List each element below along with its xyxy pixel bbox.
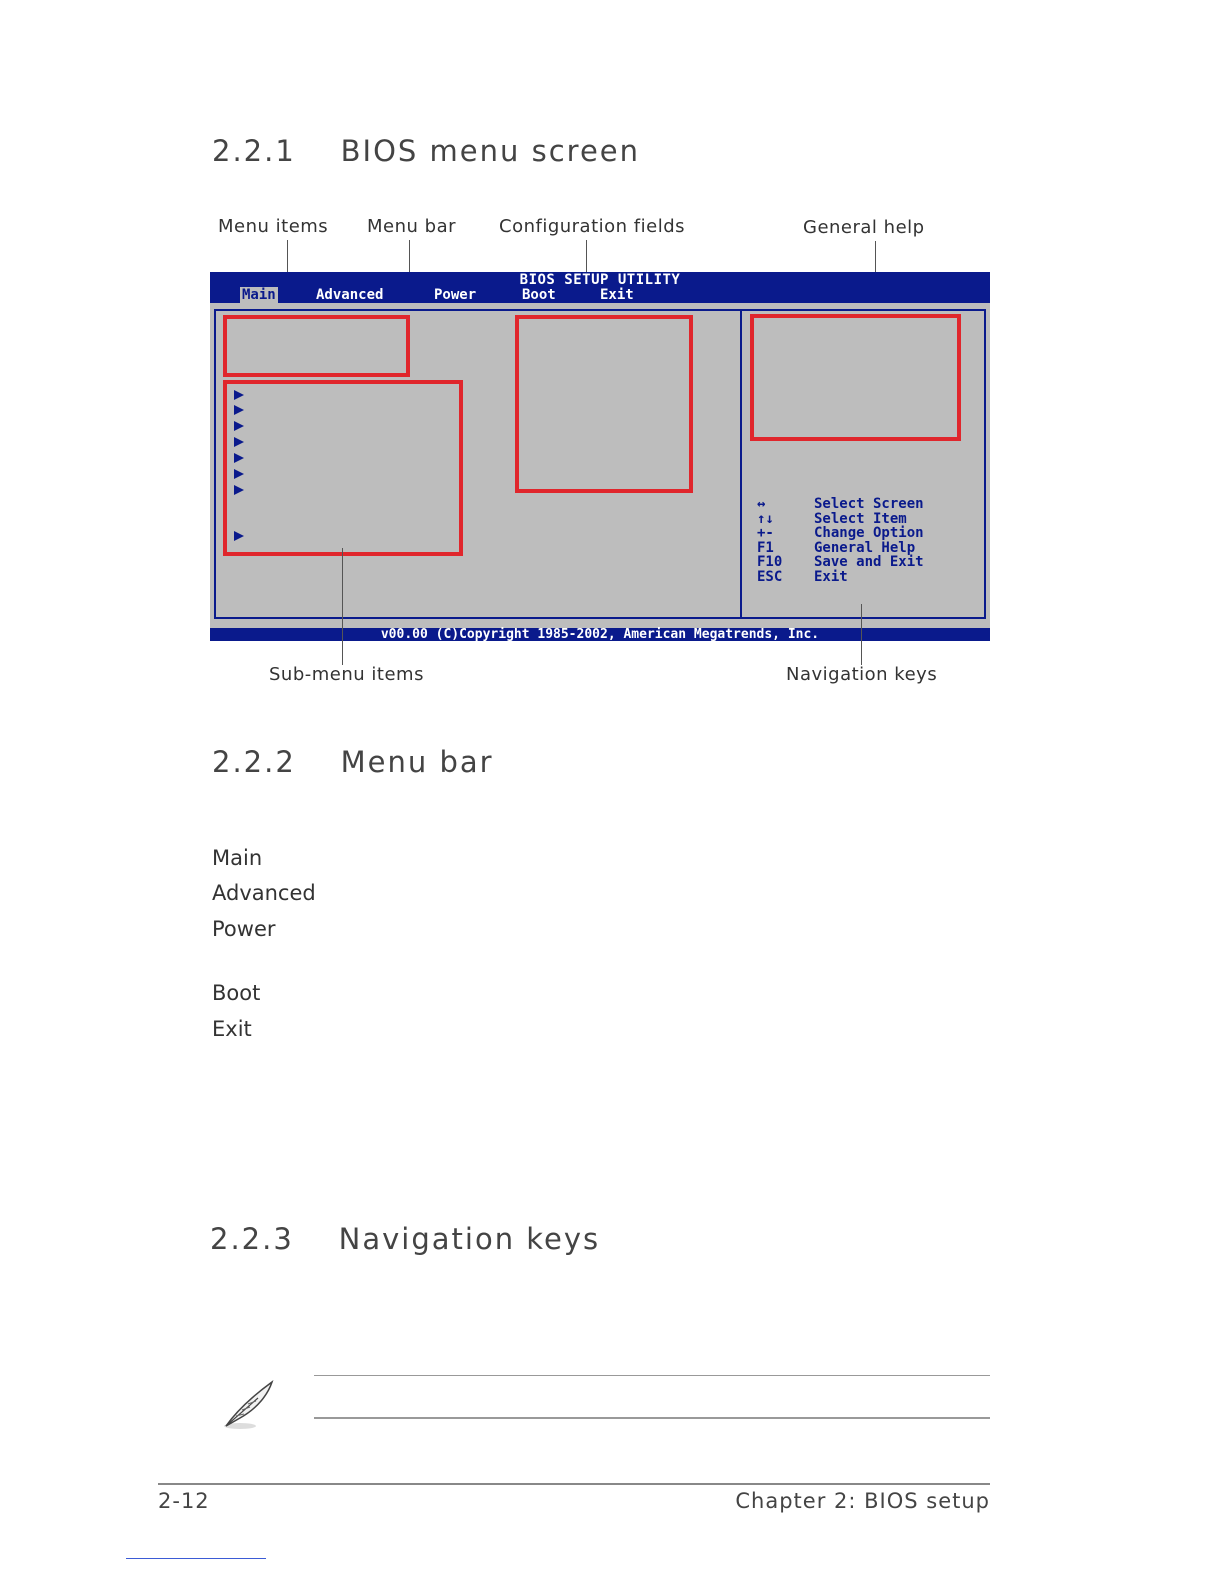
bios-title: BIOS SETUP UTILITY <box>519 272 681 288</box>
bios-menu-main[interactable]: Main <box>242 287 276 303</box>
submenu-arrow-icon[interactable] <box>234 531 244 541</box>
callout-general-help: General help <box>803 217 925 238</box>
highlight-sub-menu-items <box>223 380 463 556</box>
bios-copyright: v00.00 (C)Copyright 1985-2002, American Megatrends, Inc. <box>380 627 820 642</box>
callout-menu-bar: Menu bar <box>367 216 456 237</box>
bios-menu-exit[interactable]: Exit <box>600 287 634 303</box>
bios-menu-power[interactable]: Power <box>434 287 477 303</box>
nav-key: F10 <box>757 554 783 570</box>
menu-term-power: Power <box>212 917 276 941</box>
submenu-arrow-icon[interactable] <box>234 453 244 463</box>
callout-sub-menu-items: Sub-menu items <box>269 664 424 685</box>
callout-line-menu-bar <box>409 240 410 273</box>
section-title-navigation-keys: 2.2.3 Navigation keys <box>210 1222 601 1256</box>
bottom-link-underline <box>126 1558 266 1559</box>
highlight-general-help <box>750 314 961 441</box>
page-number: 2-12 <box>158 1489 210 1513</box>
note-rule-top <box>314 1375 990 1376</box>
note-rule-bottom <box>314 1417 990 1419</box>
bios-status-bar <box>210 628 990 641</box>
callout-menu-items: Menu items <box>218 216 329 237</box>
bios-screen <box>210 272 990 641</box>
highlight-configuration-fields <box>515 315 693 493</box>
submenu-arrow-icon[interactable] <box>234 390 244 400</box>
section-title-bios-menu-screen: 2.2.1 BIOS menu screen <box>212 134 641 168</box>
submenu-arrow-icon[interactable] <box>234 421 244 431</box>
submenu-arrow-icon[interactable] <box>234 405 244 415</box>
feather-pen-icon <box>218 1376 278 1432</box>
menu-term-exit: Exit <box>212 1017 252 1041</box>
submenu-arrow-icon[interactable] <box>234 469 244 479</box>
submenu-arrow-icon[interactable] <box>234 437 244 447</box>
nav-desc: General Help <box>814 540 916 556</box>
nav-key: ↔ <box>757 496 766 512</box>
bios-menu-bar <box>210 272 990 303</box>
nav-key: +- <box>757 525 774 541</box>
nav-key: ESC <box>757 569 783 585</box>
bios-menu-boot[interactable]: Boot <box>522 287 556 303</box>
menu-term-advanced: Advanced <box>212 881 316 905</box>
nav-key: ↑↓ <box>757 511 774 527</box>
highlight-menu-items <box>223 315 410 377</box>
callout-navigation-keys: Navigation keys <box>786 664 938 685</box>
nav-desc: Select Item <box>814 511 907 527</box>
section-title-menu-bar: 2.2.2 Menu bar <box>212 745 494 779</box>
callout-line-navigation-keys <box>861 604 862 665</box>
callout-line-sub-menu-items <box>342 548 343 665</box>
chapter-title: Chapter 2: BIOS setup <box>735 1489 990 1513</box>
nav-desc: Exit <box>814 569 848 585</box>
footer-rule <box>158 1483 990 1485</box>
bios-menu-advanced[interactable]: Advanced <box>316 287 384 303</box>
nav-desc: Save and Exit <box>814 554 924 570</box>
nav-key: F1 <box>757 540 774 556</box>
callout-configuration-fields: Configuration fields <box>499 216 686 237</box>
menu-term-boot: Boot <box>212 981 261 1005</box>
nav-desc: Change Option <box>814 525 924 541</box>
nav-desc: Select Screen <box>814 496 924 512</box>
menu-term-main: Main <box>212 846 263 870</box>
submenu-arrow-icon[interactable] <box>234 485 244 495</box>
